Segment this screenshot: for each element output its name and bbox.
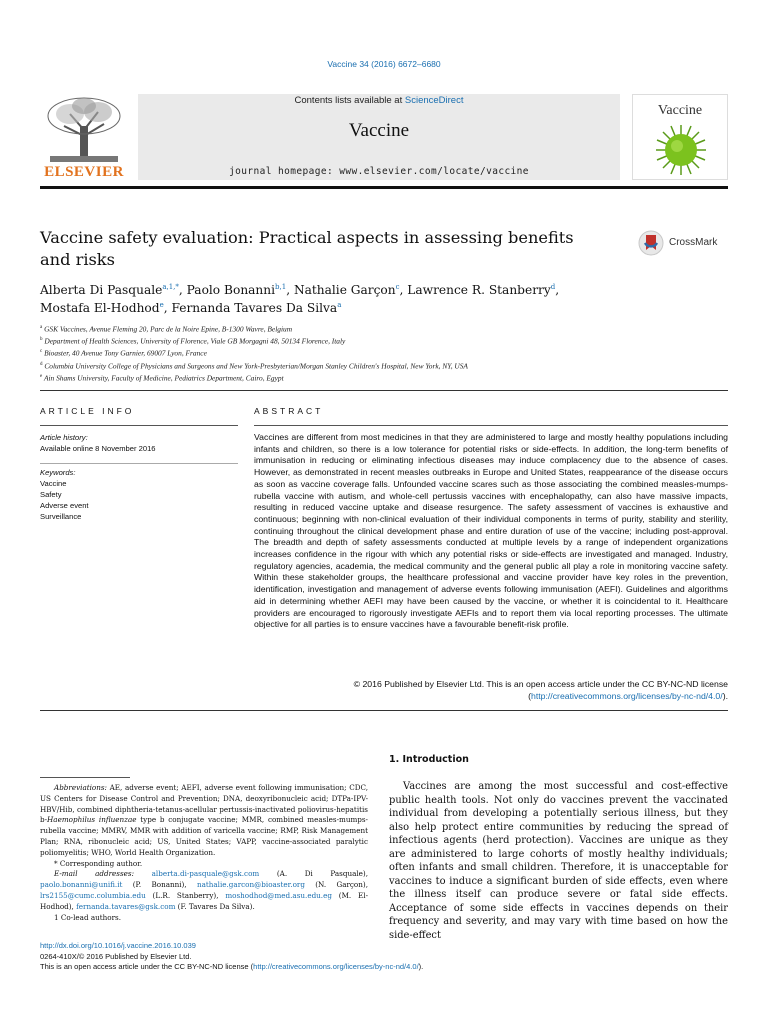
keyword-item: Safety xyxy=(40,490,62,499)
copyright-end: ). xyxy=(722,690,728,701)
keyword-item: Vaccine xyxy=(40,479,67,488)
author-sup[interactable]: e xyxy=(159,300,164,309)
keyword-item: Adverse event xyxy=(40,501,89,510)
section-rule xyxy=(40,390,728,391)
email-owner: (F. Tavares Da Silva). xyxy=(175,901,255,911)
section-rule xyxy=(40,710,728,711)
tree-logo-icon xyxy=(40,96,128,164)
author-name[interactable]: Paolo Bonanni xyxy=(186,283,276,297)
abstract-rule xyxy=(254,425,728,426)
author-sep: , xyxy=(286,283,294,297)
colead-note: 1 Co-lead authors. xyxy=(54,912,122,922)
sciencedirect-link[interactable]: ScienceDirect xyxy=(404,95,464,106)
license-link[interactable]: http://creativecommons.org/licenses/by-nc-nd/4.0/ xyxy=(530,690,723,701)
email-link[interactable]: moshodhod@med.asu.edu.eg xyxy=(225,890,332,900)
contents-prefix: Contents lists available at xyxy=(294,95,405,106)
journal-title: Vaccine xyxy=(348,120,410,141)
affiliation-text: Columbia University College of Physicians and Surgeons and New York-Presbyterian/Morgan Stanley Children's Hospital, New York, NY, USA xyxy=(44,360,468,370)
email-owner: (A. Di Pasquale), xyxy=(259,869,368,879)
author-name[interactable]: Mostafa El-Hodhod xyxy=(40,301,160,315)
info-rule xyxy=(40,425,238,426)
email-link[interactable]: fernanda.tavares@gsk.com xyxy=(76,901,176,911)
author-sep: , xyxy=(399,283,408,297)
abstract-copyright xyxy=(254,679,728,702)
abbreviations-note xyxy=(40,783,368,859)
affiliation-key: b xyxy=(40,337,43,343)
footnote-rule xyxy=(40,777,130,778)
journal-homepage[interactable]: journal homepage: www.elsevier.com/locate/vaccine xyxy=(229,166,529,177)
virus-cover-icon xyxy=(651,123,711,177)
affiliation xyxy=(40,323,728,335)
affiliation-text: Department of Health Sciences, University of Florence, Viale GB Morgagni 48, 50134 Florence, Italy xyxy=(44,336,346,346)
affiliation xyxy=(40,372,728,384)
introduction-heading: 1. Introduction xyxy=(389,754,469,765)
author-sep: , xyxy=(178,283,187,297)
history-label: Article history: xyxy=(40,433,88,442)
email-owner: (L.R. Stanberry), xyxy=(145,890,226,900)
license-line xyxy=(40,962,728,973)
affiliation xyxy=(40,347,728,359)
crossmark-badge[interactable] xyxy=(638,230,728,256)
history-value: Available online 8 November 2016 xyxy=(40,444,156,453)
author-name[interactable]: Fernanda Tavares Da Silva xyxy=(171,301,338,315)
email-owner: (P. Bonanni), xyxy=(122,880,197,890)
affiliation xyxy=(40,335,728,347)
article-title: Vaccine safety evaluation: Practical aspects in assessing benefits and risks xyxy=(40,228,574,269)
article-info-heading: ARTICLE INFO xyxy=(40,406,135,416)
elsevier-wordmark: ELSEVIER xyxy=(44,164,124,180)
info-divider xyxy=(40,463,238,464)
author-name[interactable]: Alberta Di Pasquale xyxy=(40,283,163,297)
abbreviations-text: AE, adverse event; AEFI, adverse event following immunisation; CDC, US Centers for Disease Control and Prevention; DNA, deoxyribonucleic acid; DTPa-IPV-HBV/Hib, combined diphtheria-tetanus-acellular pertussis-inactivated poliovirus-hepatitis b- xyxy=(40,783,368,825)
corresponding-note: * Corresponding author. xyxy=(54,858,143,868)
author-sup[interactable]: d xyxy=(550,282,556,291)
affiliation-list xyxy=(40,323,728,384)
affiliation-key: e xyxy=(40,373,43,379)
email-link[interactable]: paolo.bonanni@unifi.it xyxy=(40,880,123,890)
email-owner: (M. El-Hodhod), xyxy=(40,890,369,911)
license-end: ). xyxy=(418,962,424,971)
author-sep: , xyxy=(555,283,560,297)
abbreviations-italic: Haemophilus influenzae xyxy=(47,815,137,825)
crossmark-icon xyxy=(638,230,666,256)
abbreviations-label: Abbreviations: xyxy=(54,783,107,792)
affiliation-text: Bioaster, 40 Avenue Tony Garnier, 69007 Lyon, France xyxy=(44,348,207,358)
affiliation-key: d xyxy=(40,361,43,367)
affiliation-text: GSK Vaccines, Avenue Fleming 20, Parc de la Noire Epine, B-1300 Wavre, Belgium xyxy=(44,324,293,334)
email-label: E-mail addresses: xyxy=(54,869,135,879)
author-sup[interactable]: b,1 xyxy=(275,282,287,291)
email-link[interactable]: alberta.di-pasquale@gsk.com xyxy=(151,869,260,879)
author-sep: , xyxy=(163,301,172,315)
citation-link[interactable]: Vaccine 34 (2016) 6672–6680 xyxy=(327,59,441,69)
email-note xyxy=(40,869,368,912)
article-history xyxy=(40,432,238,454)
abstract-text: Vaccines are different from most medicines in that they are administered to large and mostly healthy populations including infants and children, so there is a low tolerance for potential risks or side-effects. In addition, the long-term benefits of immunisation in reducing or eliminating infectious diseases may induce complacency due to the absence of cases. However, as demonstrated in recent measles outbreaks in Europe and United States, reappearance of the disease occurs as soon as vaccine coverage falls. Unfounded vaccine scares such as those associating the combined measles-mumps-rubella vaccine with autism, and whole-cell pertussis vaccines with encephalopathy, can also have massive impacts, resulting in reduced vaccine uptake and disease resurgence. The safety assessment of vaccines is exhaustive and continuous; beginning with non-clinical evaluation of their individual components in terms of purity, stability and sterility, continuing throughout the clinical development phase and entire duration of use of the vaccine; including post-approval. The breadth and depth of safety assessments conducted at multiple levels by a range of independent organizations increases confidence in the rigour with which any potential risks or side-effects are investigated and managed. Industry, regulatory agencies, academia, the medical community and the general public all play a role in monitoring vaccine safety. Within these stakeholder groups, the healthcare professional and vaccine provider have key roles in the prevention, identification, investigation and management of adverse events following immunisation (AEFI). Guidelines and algorithms aid in determining whether AEFI may have been caused by the vaccine, or whether it is coincidental to it. Healthcare providers are encouraged to rigorously investigate AEFIs and to report them via local reporting processes. The ultimate objective for all parties is to ensure vaccines have a favourable benefit-risk profile. xyxy=(254,432,728,630)
issn-line: 0264-410X/© 2016 Published by Elsevier Ltd. xyxy=(40,951,192,961)
affiliation-key: a xyxy=(40,325,43,330)
footnotes xyxy=(40,783,368,923)
email-link[interactable]: nathalie.garcon@bioaster.org xyxy=(196,880,305,890)
author-sup[interactable]: a,1,* xyxy=(162,282,179,291)
header-rule xyxy=(40,186,728,189)
email-owner: (N. Garçon), xyxy=(304,880,368,890)
license-text: This is an open access article under the CC BY-NC-ND license ( xyxy=(40,962,254,971)
author-sup[interactable]: a xyxy=(337,300,342,309)
elsevier-logo[interactable] xyxy=(40,96,128,182)
author-sup[interactable]: c xyxy=(395,282,400,291)
abbreviations-text: type b conjugate vaccine; MMR, combined measles-mumps-rubella vaccine; MMRV, MMR with addition of varicella vaccine; RMP, Risk Management Plan; RNA, ribonucleic acid; US, United States; VAPP, vaccine-associated paralytic poliomyelitis; WHO, World Health Organization. xyxy=(40,815,368,857)
journal-masthead xyxy=(138,94,620,180)
copyright-text: © 2016 Published by Elsevier Ltd. This is an open access article under the CC BY-NC-ND license ( xyxy=(353,679,728,701)
introduction-text: Vaccines are among the most successful and cost-effective public health tools. Not only do vaccines prevent the vaccinated individual from developing a potentially serious illness, but they also help protect entire communities by reducing the spread of infectious agents (herd protection). Vaccines are unique as they are administered to large cohorts of mostly healthy individuals; often infants and small children. Therefore, it is unacceptable for vaccines to induce a significant burden of side effects, even where the illness itself can produce severe or fatal side effects. Acceptance of some side effects in vaccines depends on their frequency and severity, and may vary with time based on how the side-effect xyxy=(389,781,728,941)
cover-title: Vaccine xyxy=(657,103,703,118)
author-list xyxy=(40,281,728,317)
affiliation-text: Ain Shams University, Faculty of Medicine, Pediatrics Department, Cairo, Egypt xyxy=(43,373,284,383)
abstract-heading: ABSTRACT xyxy=(254,406,324,416)
affiliation-key: c xyxy=(40,349,43,355)
affiliation xyxy=(40,360,728,372)
contents-line xyxy=(138,95,620,106)
license-link-bottom[interactable]: http://creativecommons.org/licenses/by-nc-nd/4.0/ xyxy=(253,962,419,971)
keyword-item: Surveillance xyxy=(40,512,82,521)
keywords xyxy=(40,467,238,522)
keywords-label: Keywords: xyxy=(40,468,76,477)
author-name[interactable]: Lawrence R. Stanberry xyxy=(407,283,551,297)
author-name[interactable]: Nathalie Garçon xyxy=(293,283,396,297)
journal-cover[interactable] xyxy=(632,94,728,180)
doi-link[interactable]: http://dx.doi.org/10.1016/j.vaccine.2016.10.039 xyxy=(40,941,196,950)
email-link[interactable]: lrs2155@cumc.columbia.edu xyxy=(40,890,146,900)
crossmark-label: CrossMark xyxy=(669,237,718,248)
bottom-info xyxy=(40,941,728,973)
